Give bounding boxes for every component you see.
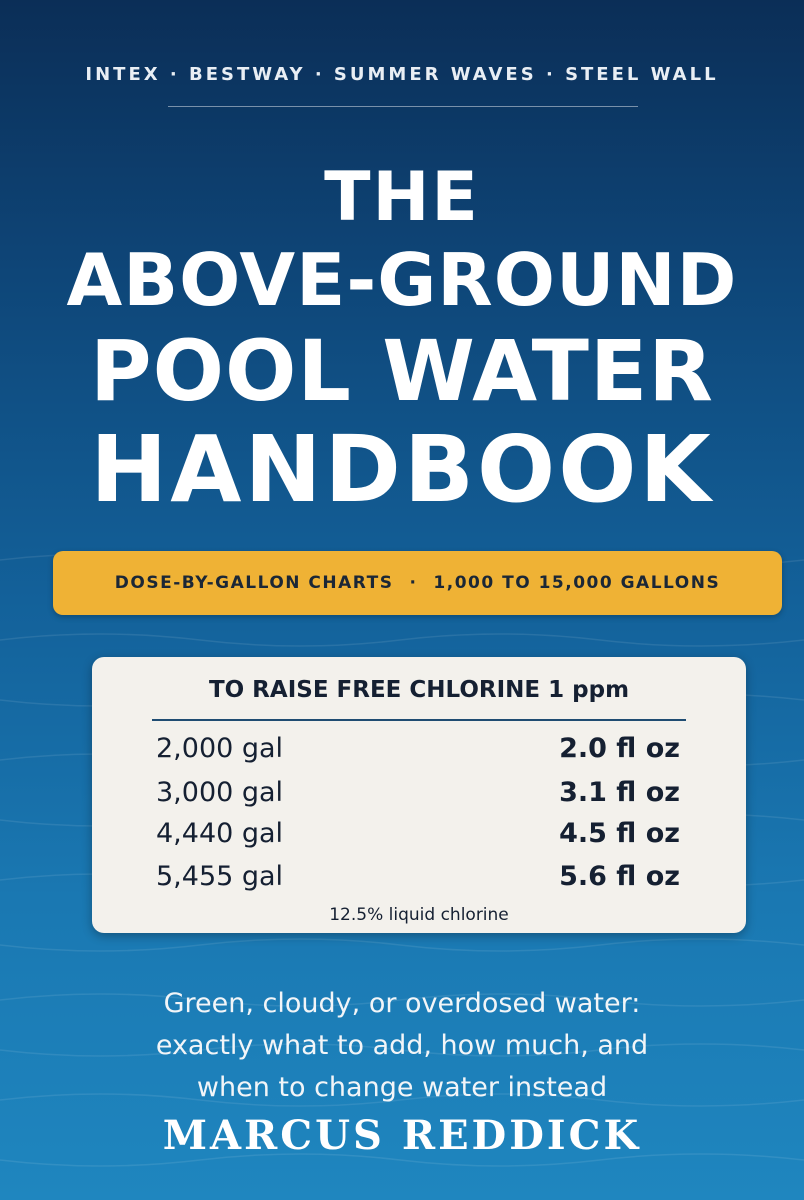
title-line-1: THE — [324, 158, 480, 237]
tagline-line-1: Green, cloudy, or overdosed water: — [163, 988, 641, 1019]
dose-chart-card — [92, 657, 746, 933]
dose-row-gallons: 2,000 gal — [156, 733, 284, 764]
dose-row — [156, 861, 680, 901]
dose-chart-title: TO RAISE FREE CHLORINE 1 ppm — [208, 677, 630, 703]
tagline-line-2: exactly what to add, how much, and — [155, 1030, 649, 1061]
banner-left: DOSE-BY-GALLON CHARTS — [114, 573, 394, 593]
brands-divider — [168, 106, 638, 107]
title-line-3: POOL WATER — [90, 322, 714, 420]
dose-row-gallons: 3,000 gal — [156, 777, 284, 808]
feature-banner — [53, 551, 782, 615]
dose-row-amount: 5.6 fl oz — [559, 861, 680, 892]
dose-row — [156, 777, 680, 817]
dose-row-amount: 3.1 fl oz — [559, 777, 680, 808]
banner-right: 1,000 TO 15,000 GALLONS — [433, 573, 721, 593]
dose-row-gallons: 4,440 gal — [156, 818, 284, 849]
title-line-4: HANDBOOK — [90, 416, 714, 523]
tagline — [0, 983, 804, 1109]
dose-row-gallons: 5,455 gal — [156, 861, 284, 892]
banner-separator: · — [409, 573, 418, 593]
dose-row-amount: 4.5 fl oz — [559, 818, 680, 849]
dose-chart-note: 12.5% liquid chlorine — [329, 905, 509, 925]
author-name: MARCUS REDDICK — [162, 1112, 642, 1159]
dose-row — [156, 818, 680, 858]
dose-chart-divider — [152, 719, 686, 721]
dose-row-amount: 2.0 fl oz — [559, 733, 680, 764]
compatible-brands: INTEX · BESTWAY · SUMMER WAVES · STEEL WALL — [85, 64, 719, 85]
tagline-line-3: when to change water instead — [196, 1072, 608, 1103]
dose-row — [156, 733, 680, 773]
title-line-2: ABOVE-GROUND — [66, 238, 738, 322]
